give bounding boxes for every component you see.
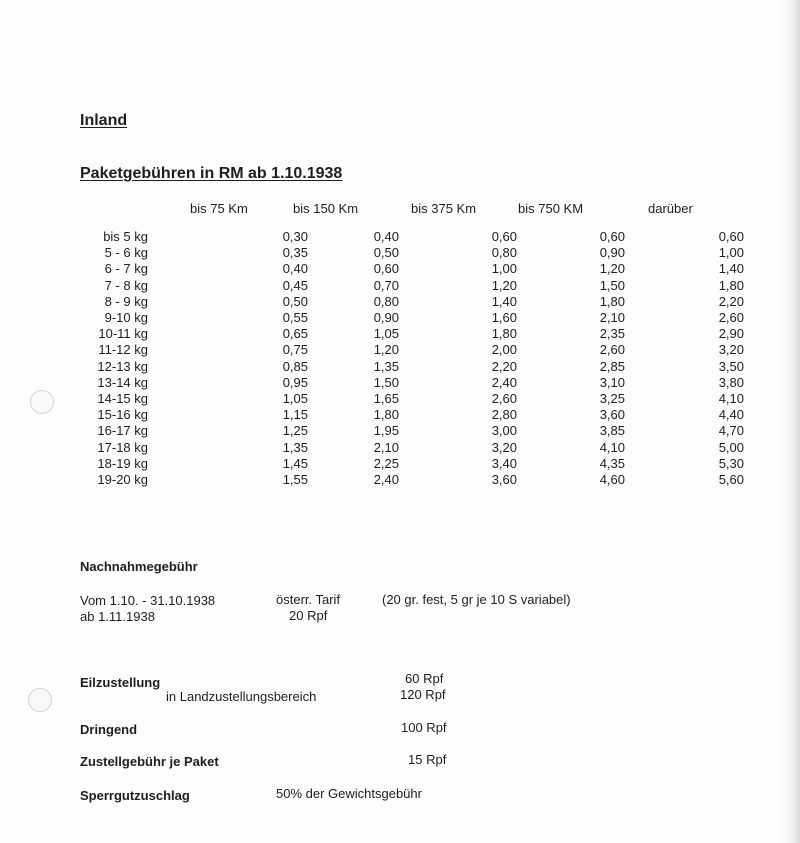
rate-cell: 3,60 [599, 407, 625, 423]
rate-cell: 1,50 [599, 277, 625, 293]
rate-cell: 4,10 [599, 439, 625, 455]
column-header-375km: bis 375 Km [411, 201, 477, 216]
table-row [85, 423, 744, 439]
rate-cell: 1,60 [491, 310, 517, 326]
rate-cell: 3,40 [491, 455, 517, 471]
rate-cell: 2,40 [491, 374, 517, 390]
rate-cell: 5,00 [718, 439, 744, 455]
table-row [85, 342, 744, 358]
eilzustellung-fee: 60 Rpf [405, 671, 444, 686]
table-row [85, 359, 744, 375]
weight-cell: 11-12 kg [98, 342, 148, 358]
nachnahme-period-2: ab 1.11.1938 [80, 609, 155, 624]
weight-cell: 15-16 kg [97, 407, 148, 423]
weight-cell: 8 - 9 kg [104, 293, 148, 309]
parcel-rates-table [85, 229, 744, 488]
weight-cell: 18-19 kg [97, 455, 148, 471]
nachnahme-period-1-tariff: österr. Tarif [276, 592, 341, 607]
rate-cell: 0,65 [282, 326, 308, 342]
rate-cell: 3,20 [718, 342, 744, 358]
table-row [85, 229, 744, 245]
page-edge-shadow [778, 0, 800, 843]
weight-cell: 12-13 kg [97, 358, 148, 374]
weight-cell: 10-11 kg [98, 326, 148, 342]
rate-cell: 2,10 [373, 439, 399, 455]
table-row [85, 440, 744, 456]
rate-cell: 3,20 [491, 439, 517, 455]
rate-cell: 1,40 [718, 261, 744, 277]
rate-cell: 3,25 [599, 391, 625, 407]
sperrgut-label: Sperrgutzuschlag [80, 788, 190, 803]
column-header-75km: bis 75 Km [190, 201, 248, 216]
rate-cell: 1,25 [282, 423, 308, 439]
weight-cell: bis 5 kg [103, 229, 148, 244]
dringend-fee: 100 Rpf [401, 720, 447, 735]
rate-cell: 0,80 [373, 293, 399, 309]
weight-cell: 13-14 kg [97, 374, 148, 390]
punch-hole-top [30, 390, 54, 414]
page-title: Inland [80, 112, 128, 129]
table-row [85, 310, 744, 326]
rate-cell: 2,00 [491, 342, 517, 358]
table-row [85, 375, 744, 391]
rate-cell: 5,30 [718, 455, 744, 471]
weight-cell: 17-18 kg [97, 439, 148, 455]
rate-cell: 2,60 [491, 391, 517, 407]
nachnahme-period-1-note: (20 gr. fest, 5 gr je 10 S variabel) [382, 592, 571, 607]
column-header-750km: bis 750 KM [518, 201, 584, 216]
weight-cell: 14-15 kg [97, 391, 148, 407]
rate-cell: 1,15 [282, 407, 308, 423]
rate-cell: 1,35 [373, 358, 399, 374]
rate-cell: 0,75 [282, 342, 308, 358]
rate-cell: 2,20 [491, 358, 517, 374]
table-row [85, 294, 744, 310]
table-row [85, 278, 744, 294]
landzustellung-label: in Landzustellungsbereich [166, 689, 317, 704]
rate-cell: 1,80 [491, 326, 517, 342]
rate-cell: 1,50 [373, 374, 399, 390]
rate-cell: 2,60 [718, 310, 744, 326]
weight-cell: 9-10 kg [104, 310, 148, 326]
rate-cell: 2,80 [491, 407, 517, 423]
rate-cell: 2,90 [718, 326, 744, 342]
rate-cell: 0,90 [599, 245, 625, 261]
rate-cell: 1,45 [282, 455, 308, 471]
rate-cell: 2,85 [599, 358, 625, 374]
rate-cell: 0,60 [491, 229, 517, 244]
rate-cell: 0,80 [491, 245, 517, 261]
rate-cell: 1,20 [491, 277, 517, 293]
rate-cell: 3,10 [599, 374, 625, 390]
rate-cell: 2,20 [718, 293, 744, 309]
rate-cell: 4,35 [599, 455, 625, 471]
sperrgut-value: 50% der Gewichtsgebühr [276, 786, 422, 801]
rate-cell: 1,95 [373, 423, 399, 439]
rate-cell: 0,40 [282, 261, 308, 277]
table-row [85, 245, 744, 261]
column-header-150km: bis 150 Km [293, 201, 359, 216]
table-row [85, 472, 744, 488]
dringend-label: Dringend [80, 722, 138, 737]
rates-subtitle: Paketgebühren in RM ab 1.10.1938 [80, 165, 343, 182]
rate-cell: 0,50 [373, 245, 399, 261]
rate-cell: 0,70 [373, 277, 399, 293]
rate-cell: 1,20 [373, 342, 399, 358]
rate-cell: 3,85 [599, 423, 625, 439]
rate-cell: 3,50 [718, 358, 744, 374]
rate-cell: 4,10 [718, 391, 744, 407]
weight-cell: 7 - 8 kg [104, 277, 148, 293]
rate-cell: 0,40 [373, 229, 399, 244]
rate-cell: 2,40 [373, 472, 399, 488]
rate-cell: 3,80 [718, 374, 744, 390]
rate-cell: 0,35 [282, 245, 308, 261]
nachnahme-period-1: Vom 1.10. - 31.10.1938 [80, 593, 216, 608]
zustellgebuehr-label: Zustellgebühr je Paket [80, 754, 219, 769]
rate-cell: 5,60 [718, 472, 744, 488]
weight-cell: 5 - 6 kg [104, 245, 148, 261]
rate-cell: 2,10 [599, 310, 625, 326]
rate-cell: 2,25 [373, 455, 399, 471]
rate-cell: 0,85 [282, 358, 308, 374]
eilzustellung-label: Eilzustellung [80, 675, 161, 690]
rate-cell: 3,00 [491, 423, 517, 439]
rate-cell: 2,35 [599, 326, 625, 342]
weight-cell: 19-20 kg [97, 472, 148, 488]
rate-cell: 4,70 [718, 423, 744, 439]
zustellgebuehr-fee: 15 Rpf [408, 752, 447, 767]
table-row [85, 261, 744, 277]
rate-cell: 1,00 [491, 261, 517, 277]
rate-cell: 0,50 [282, 293, 308, 309]
rate-cell: 1,55 [282, 472, 308, 488]
landzustellung-fee: 120 Rpf [400, 687, 446, 702]
rate-cell: 1,80 [718, 277, 744, 293]
rate-cell: 1,05 [373, 326, 399, 342]
column-header-darueber: darüber [648, 201, 693, 216]
punch-hole-bottom [28, 688, 52, 712]
rate-cell: 2,60 [599, 342, 625, 358]
rate-cell: 3,60 [491, 472, 517, 488]
rate-cell: 0,30 [282, 229, 308, 244]
rate-cell: 0,60 [718, 229, 744, 244]
rate-cell: 1,65 [373, 391, 399, 407]
rate-cell: 0,45 [282, 277, 308, 293]
rate-cell: 1,05 [282, 391, 308, 407]
table-row [85, 391, 744, 407]
rate-cell: 0,60 [599, 229, 625, 244]
rate-cell: 1,00 [718, 245, 744, 261]
table-row [85, 407, 744, 423]
nachnahme-period-2-fee: 20 Rpf [289, 608, 328, 623]
rate-cell: 1,80 [373, 407, 399, 423]
rate-cell: 1,20 [599, 261, 625, 277]
rate-cell: 1,40 [491, 293, 517, 309]
rate-cell: 0,55 [282, 310, 308, 326]
rate-cell: 0,90 [373, 310, 399, 326]
rate-cell: 1,80 [599, 293, 625, 309]
weight-cell: 16-17 kg [97, 423, 148, 439]
weight-cell: 6 - 7 kg [104, 261, 148, 277]
rate-cell: 4,40 [718, 407, 744, 423]
rate-cell: 4,60 [599, 472, 625, 488]
rate-cell: 1,35 [282, 439, 308, 455]
nachnahme-heading: Nachnahmegebühr [80, 559, 198, 574]
rate-cell: 0,60 [373, 261, 399, 277]
table-row [85, 456, 744, 472]
table-row [85, 326, 744, 342]
rate-cell: 0,95 [282, 374, 308, 390]
